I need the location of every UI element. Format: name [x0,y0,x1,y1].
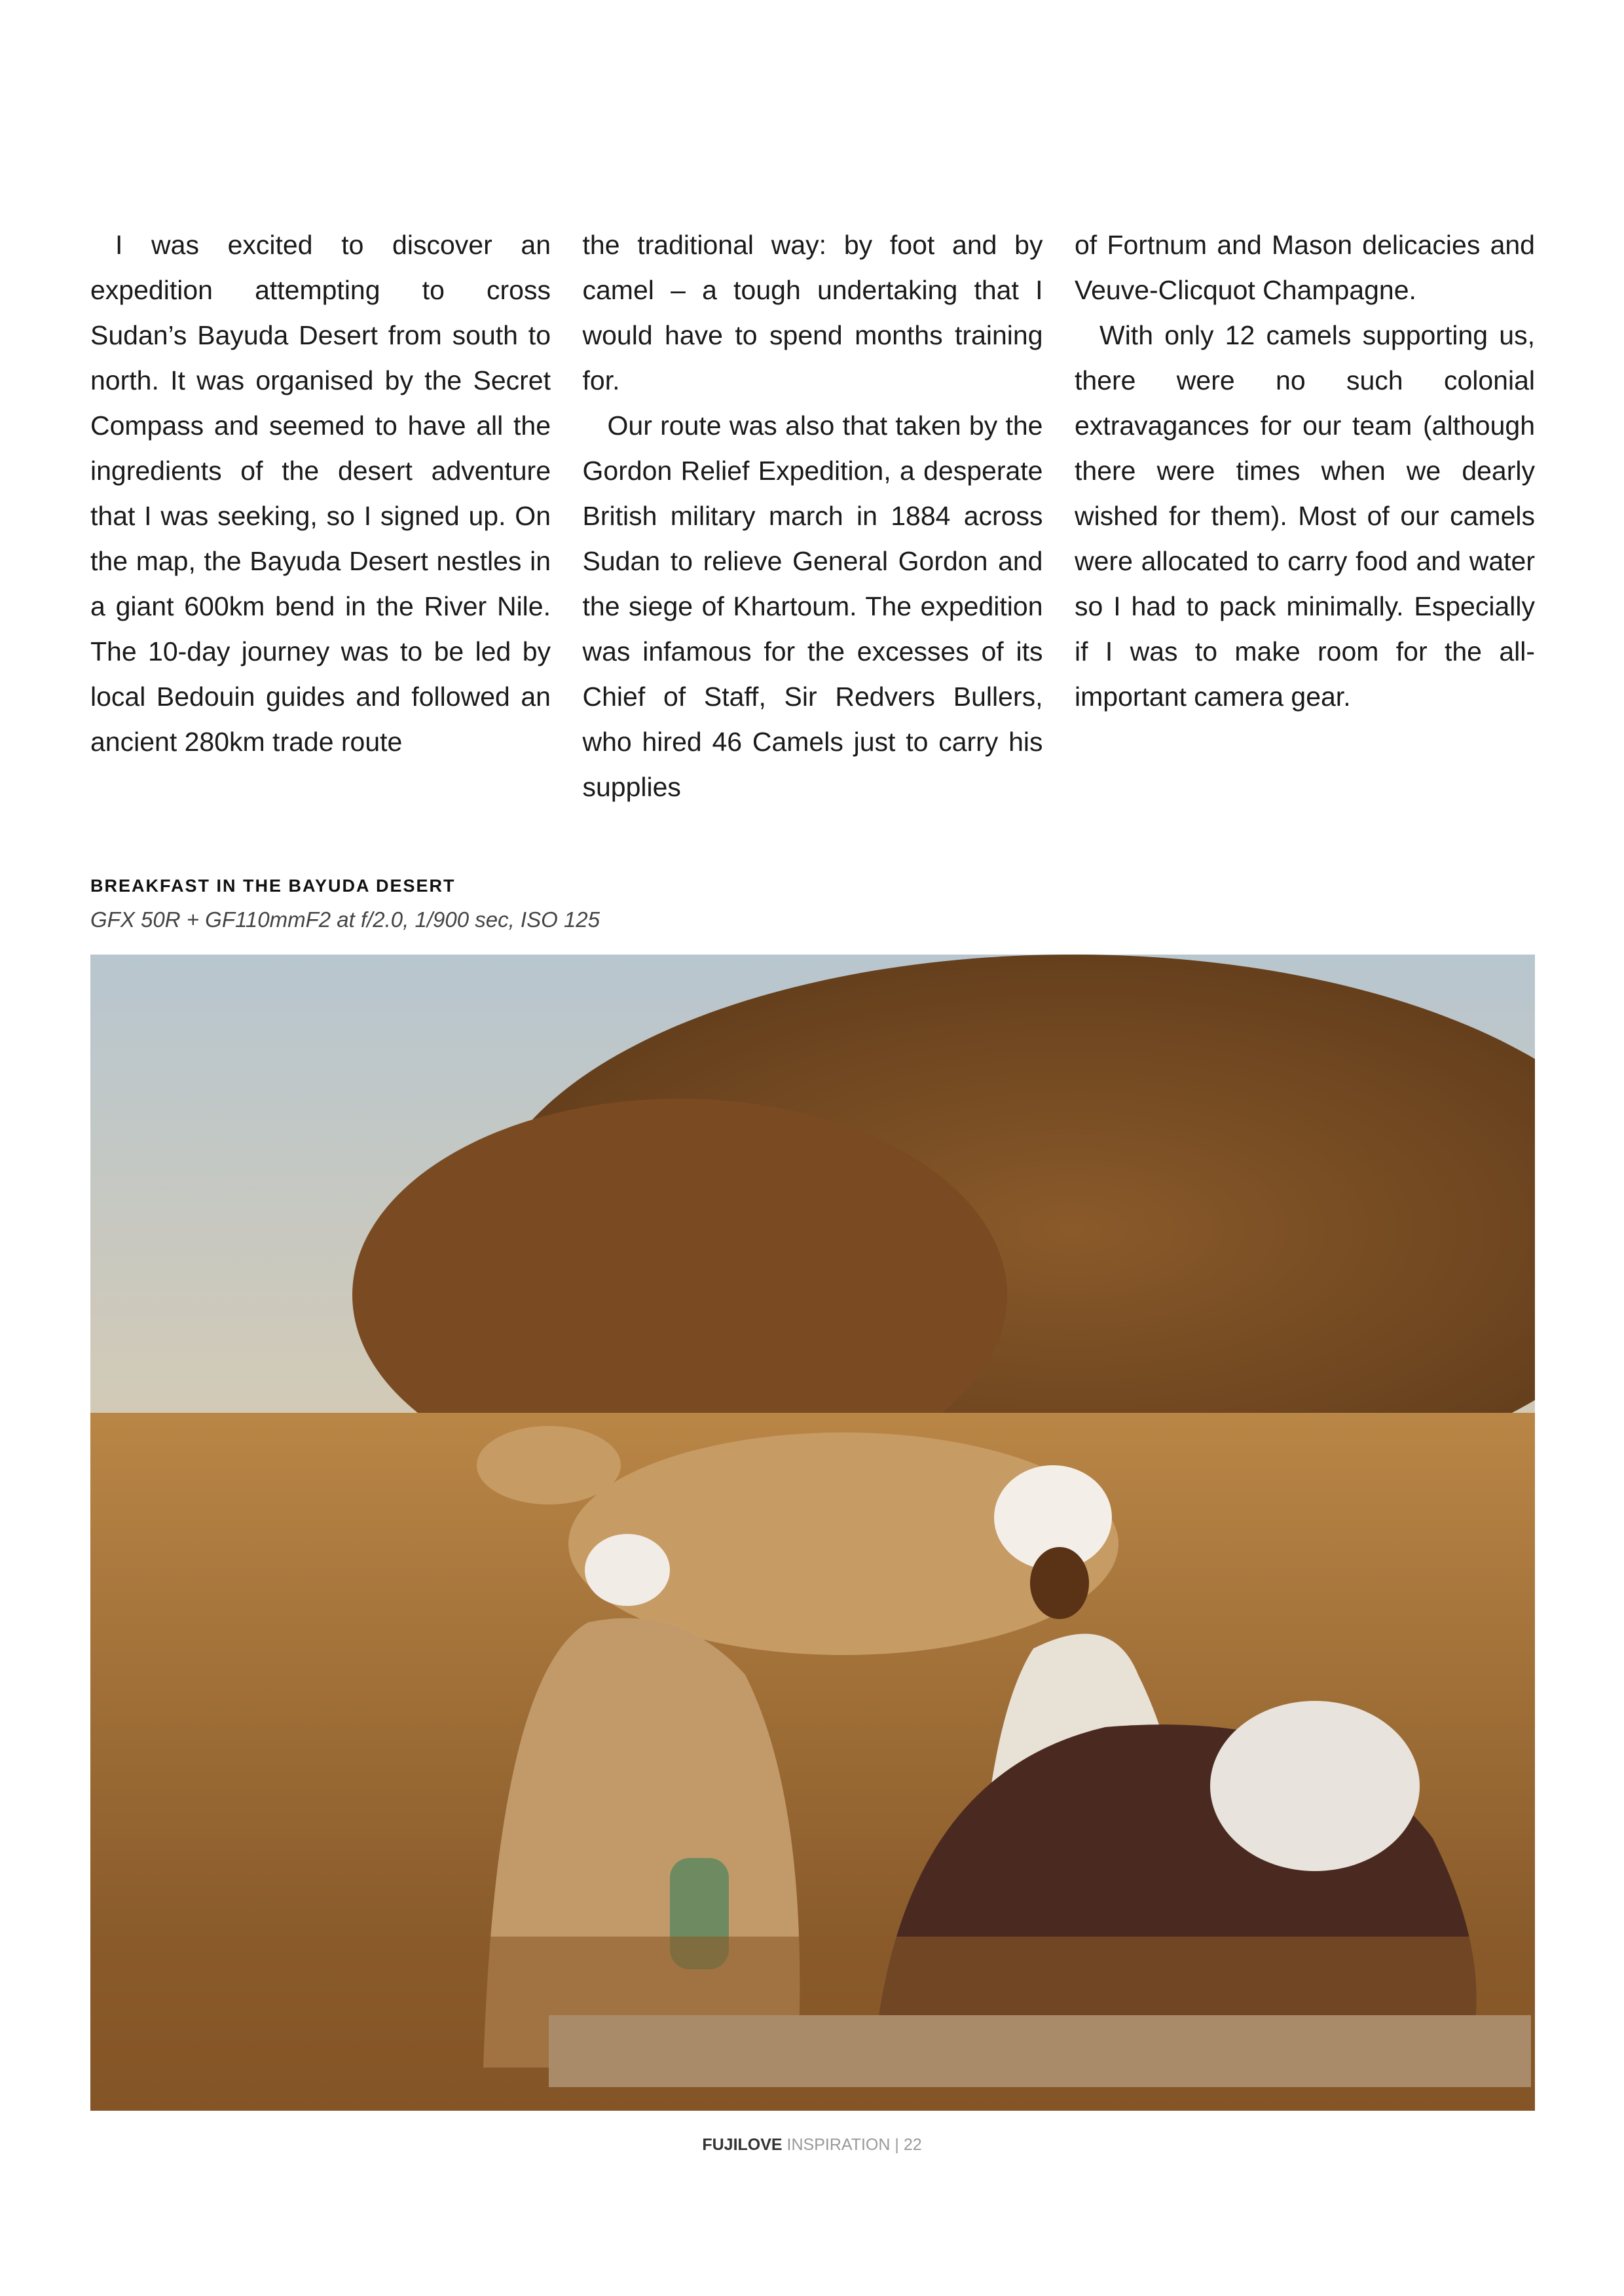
face [1030,1547,1089,1619]
photo-caption-exif: GFX 50R + GF110mmF2 at f/2.0, 1/900 sec, ISO 125 [90,907,600,932]
article-columns [90,223,1535,802]
footer-section: INSPIRATION [786,2136,891,2154]
paragraph: I was excited to discover an expedition attempting to cross Sudan’s Bayuda Desert from south to north. It was organised by the Secret Compass and seemed to have all the ingredients of the desert adventure that I was seeking, so I signed up. On the map, the Bayuda Desert nestles in a giant 600km bend in the River Nile. The 10-day journey was to be led by local Bedouin guides and followed an ancient 280km trade route [90,230,551,757]
photo-caption-title: BREAKFAST IN THE BAYUDA DESERT [90,876,456,896]
page-footer [0,2136,1624,2155]
white-turban [585,1534,670,1606]
camel-head [477,1426,621,1504]
paragraph: of Fortnum and Mason delicacies and Veuve-Clicquot Champagne. [1075,230,1535,305]
bag [1210,1701,1420,1871]
foreground-grass [90,1937,1535,2111]
paragraph: With only 12 camels supporting us, there were no such colonial extravagances for our team (although there were times when we dearly wished for them). Most of our camels were allocated to carry food and water so I had to pack minimally. Especially if I was to make room for the all-important camera gear. [1075,320,1535,712]
footer-separator: | [895,2136,899,2154]
photo-illustration [90,955,1535,2111]
footer-brand: FUJILOVE [702,2136,783,2154]
paragraph: Our route was also that taken by the Gordon Relief Expedition, a desperate British military march in 1884 across Sudan to relieve General Gordon and the siege of Khartoum. The expedition was infamous for the excesses of its Chief of Staff, Sir Redvers Bullers, who hired 46 Camels just to carry his supplies [582,410,1043,802]
paragraph: the traditional way: by foot and by camel – a tough undertaking that I would have to spend months training for. [582,230,1043,395]
article-column-2 [582,223,1043,802]
article-column-3 [1075,223,1535,720]
page-number: 22 [903,2136,922,2154]
desert-breakfast-photo [90,955,1535,2111]
article-column-1 [90,223,551,757]
